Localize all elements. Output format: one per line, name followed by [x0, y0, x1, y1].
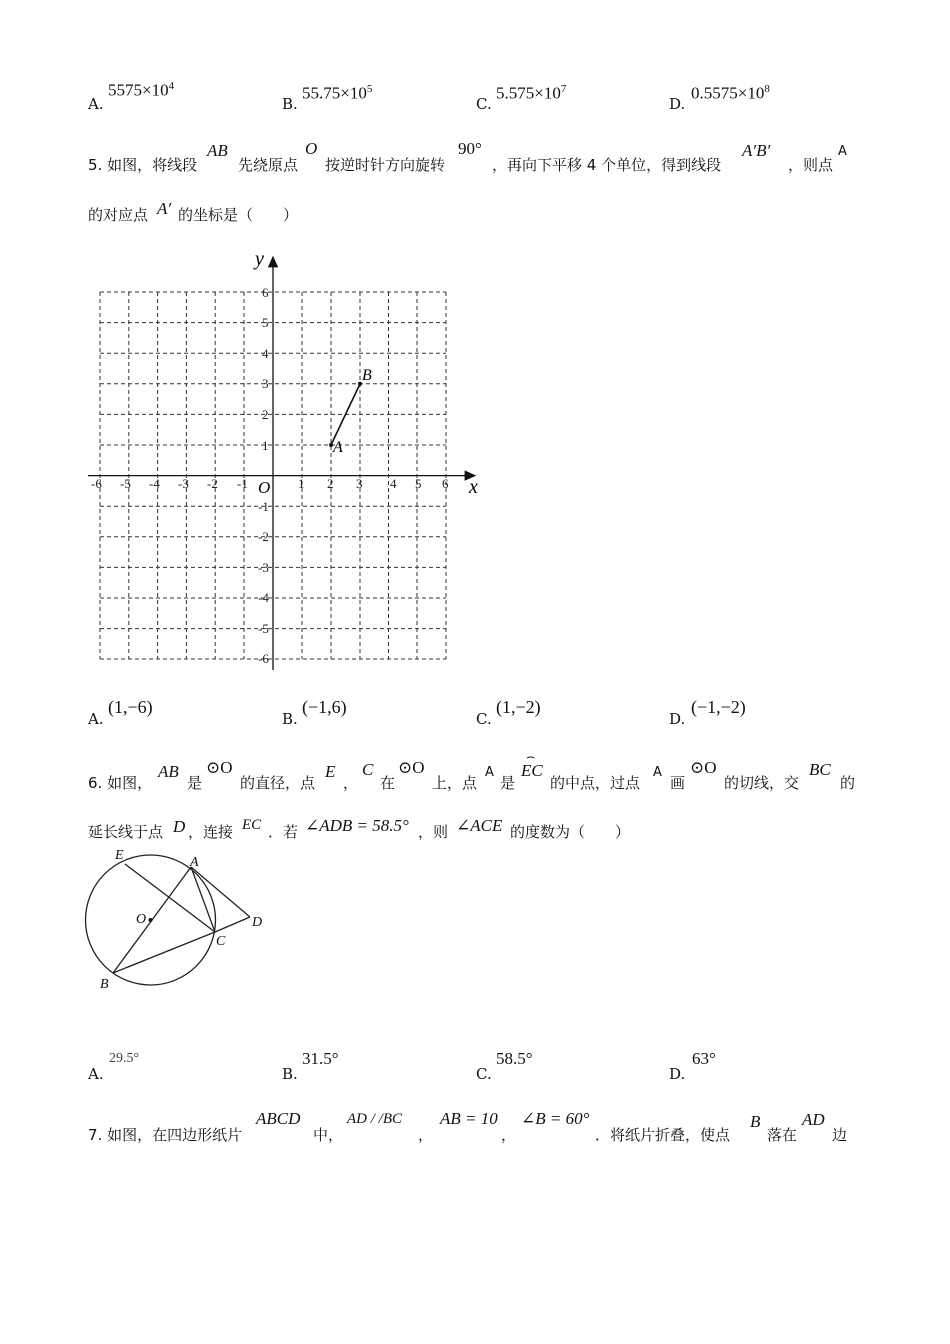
y-tick: -4	[258, 590, 269, 605]
q6-text-6: 上，点	[432, 774, 478, 792]
q5-option-c-letter: C.	[476, 710, 492, 728]
q6-option-d-letter: D.	[669, 1065, 686, 1083]
q6-arc-mark: ⌢	[526, 750, 536, 765]
y-tick: -6	[258, 651, 269, 666]
q6-option-b-letter: B.	[282, 1065, 298, 1083]
q6-center-point	[149, 918, 153, 922]
q7-text-3: ，	[418, 1126, 434, 1144]
q6-math-ab: AB	[158, 762, 179, 781]
q6-line2-math-angle-adb: ∠ADB = 58.5°	[305, 816, 409, 835]
q4-option-c-value: $5.575\times 10^7$	[496, 83, 567, 103]
y-tick: 3	[262, 376, 269, 391]
x-tick: 2	[327, 476, 334, 491]
x-tick: 6	[442, 476, 449, 491]
q6-line2-math-ec: EC	[242, 817, 262, 833]
y-tick: -1	[258, 499, 269, 514]
q5-origin-label: O	[258, 478, 271, 497]
q6-text-11: 的	[840, 774, 856, 792]
q7-math-ab10: AB = 10	[440, 1109, 498, 1128]
q7-text-1: 7. 如图，在四边形纸片	[88, 1126, 243, 1144]
q6-math-a-2: A	[653, 765, 662, 780]
q4-option-b-value: $55.75\times 10^5$	[302, 83, 373, 103]
x-tick: -6	[91, 476, 102, 491]
q5-line2-text-1: 的对应点	[88, 206, 149, 224]
q6-text-7: 是	[500, 774, 516, 792]
q5-math-a1b1: A′B′	[742, 141, 771, 160]
q6-line-cd	[215, 917, 250, 932]
x-tick: 1	[298, 476, 305, 491]
q7-text-6: 落在	[767, 1126, 798, 1144]
q6-line2-text-1: 延长线于点	[88, 823, 164, 841]
q6-option-a-value: 29.5°	[109, 1051, 140, 1066]
x-tick: -4	[149, 476, 160, 491]
q5-coordinate-figure	[80, 245, 500, 680]
q5-text-5: ，则点	[788, 156, 834, 174]
q6-line2-text-3: ．若	[268, 823, 299, 841]
q6-option-c-letter: C.	[476, 1065, 492, 1083]
q4-option-d-value: $0.5575\times 10^8$	[691, 83, 770, 103]
y-tick: 5	[262, 315, 269, 330]
q6-label-b: B	[100, 977, 109, 992]
q4-option-a-letter: A.	[88, 95, 104, 113]
q5-y-axis-label: y	[255, 248, 264, 270]
q6-label-e: E	[115, 848, 124, 863]
q6-math-c: C	[362, 760, 374, 779]
q5-line2-math: A′	[157, 199, 172, 218]
y-tick: 1	[262, 438, 269, 453]
q6-circle-figure	[80, 842, 280, 992]
y-tick: 6	[262, 285, 269, 300]
q6-label-o: O	[136, 912, 147, 927]
q6-label-c: C	[216, 934, 226, 949]
y-tick: 2	[262, 407, 269, 422]
q6-text-2: 是	[187, 774, 203, 792]
q6-text-3: 的直径，点	[240, 774, 316, 792]
q5-line2-text-2: 的坐标是（ ）	[178, 206, 299, 224]
q5-option-c-value: (1,−2)	[496, 697, 541, 717]
q5-math-ab: AB	[207, 141, 228, 160]
q5-label-b: B	[362, 367, 372, 384]
y-tick: -2	[258, 529, 269, 544]
q6-option-c-value: 58.5°	[496, 1049, 533, 1068]
q7-text-5: ．将纸片折叠，使点	[595, 1126, 731, 1144]
q6-label-a: A	[190, 855, 199, 870]
q6-text-1: 6. 如图，	[88, 774, 153, 792]
q7-text-4: ，	[501, 1126, 517, 1144]
q5-label-a: A	[333, 439, 343, 456]
q6-option-b-value: 31.5°	[302, 1049, 339, 1068]
q5-math-90: 90°	[458, 139, 482, 158]
q7-math-ad: AD	[802, 1110, 825, 1129]
q5-option-d-letter: D.	[669, 710, 686, 728]
q7-text-7: 边	[832, 1126, 848, 1144]
q5-option-b-letter: B.	[282, 710, 298, 728]
q5-x-axis-label: x	[469, 476, 478, 498]
x-tick: -5	[120, 476, 131, 491]
q5-text-1: 5. 如图，将线段	[88, 156, 198, 174]
q6-text-8: 的中点，过点	[550, 774, 641, 792]
q5-option-a-letter: A.	[88, 710, 104, 728]
y-tick: 4	[262, 346, 269, 361]
q5-option-b-value: (−1,6)	[302, 697, 347, 717]
q4-option-b-letter: B.	[282, 95, 298, 113]
q5-text-3: 按逆时针方向旋转	[325, 156, 446, 174]
q6-text-4: ，	[343, 774, 359, 792]
y-tick: -3	[258, 560, 269, 575]
q4-option-a-value: $5575\times 10^4$	[108, 80, 175, 100]
q5-text-2: 先绕原点	[238, 156, 299, 174]
q6-line2-math-angle-ace: ∠ACE	[456, 816, 503, 835]
q6-math-circle-o-2: ⊙O	[398, 758, 425, 777]
q6-lines	[113, 864, 250, 973]
q6-math-e: E	[325, 762, 336, 781]
q7-math-b: B	[750, 1112, 761, 1131]
q5-option-d-value: (−1,−2)	[691, 697, 746, 717]
x-tick: 5	[415, 476, 422, 491]
q6-line2-text-4: ，则	[418, 823, 449, 841]
x-tick: -1	[237, 476, 248, 491]
q5-option-a-value: (1,−6)	[108, 697, 153, 717]
q4-option-d-letter: D.	[669, 95, 686, 113]
q6-math-ec: EC	[521, 761, 543, 780]
q7-math-angle-b: ∠B = 60°	[521, 1109, 590, 1128]
q6-point-labels	[100, 848, 262, 992]
q5-math-a: A	[838, 144, 847, 159]
q6-label-d: D	[252, 915, 263, 930]
q7-text-2: 中，	[313, 1126, 344, 1144]
q6-math-circle-o-3: ⊙O	[690, 758, 717, 777]
q6-text-9: 画	[670, 774, 686, 792]
x-tick: -2	[207, 476, 218, 491]
q6-text-10: 的切线，交	[724, 774, 800, 792]
x-tick: 3	[356, 476, 363, 491]
q4-option-c-letter: C.	[476, 95, 492, 113]
q5-text-4: ，再向下平移 4 个单位，得到线段	[492, 156, 722, 174]
q7-math-abcd: ABCD	[256, 1109, 301, 1128]
q5-math-o: O	[305, 139, 318, 158]
q6-line2-text-5: 的度数为（ ）	[510, 823, 631, 841]
q6-option-d-value: 63°	[692, 1049, 716, 1068]
q6-text-5: 在	[380, 774, 396, 792]
q6-line2-math-d: D	[173, 817, 186, 836]
q6-math-bc: BC	[809, 760, 831, 779]
q6-line2-text-2: ，连接	[188, 823, 234, 841]
q6-option-a-letter: A.	[88, 1065, 104, 1083]
y-tick: -5	[258, 621, 269, 636]
x-tick: -3	[178, 476, 189, 491]
q6-math-a: A	[485, 765, 494, 780]
q7-math-parallel: AD / /BC	[347, 1111, 402, 1127]
q6-math-circle-o: ⊙O	[206, 758, 233, 777]
x-tick: 4	[390, 476, 397, 491]
